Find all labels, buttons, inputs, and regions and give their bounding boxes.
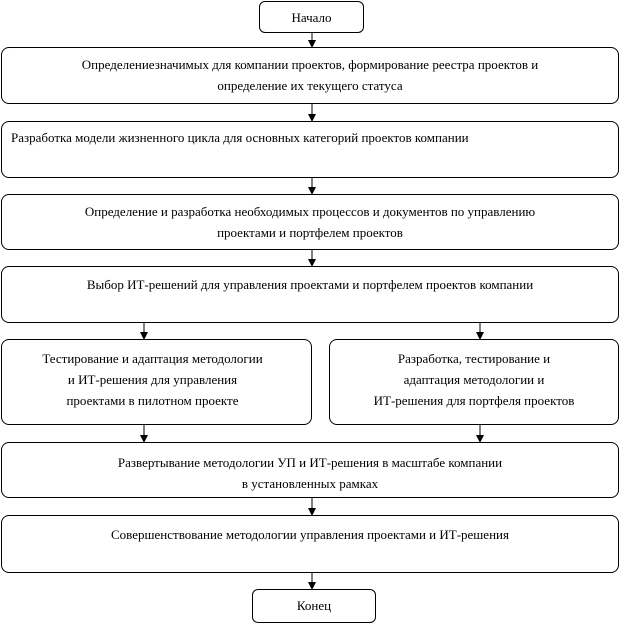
end-node: Конец (252, 589, 376, 623)
start-node: Начало (259, 1, 364, 33)
step-processes-documents: Определение и разработка необходимых процессов и документов по управлению проектами и портфелем проектов (1, 194, 619, 250)
step-deployment: Развертывание методологии УП и ИТ-решения в масштабе компании в установленных рамках (1, 442, 619, 498)
step-portfolio-development: Разработка, тестирование и адаптация методологии и ИТ-решения для портфеля проектов (329, 339, 619, 425)
step-lifecycle-model: Разработка модели жизненного цикла для основных категорий проектов компании (1, 121, 619, 178)
step-pilot-testing: Тестирование и адаптация методологии и ИТ-решения для управления проектами в пилотном проекте (1, 339, 312, 425)
step-identify-projects: Определениезначимых для компании проектов, формирование реестра проектов и определение их текущего статуса (1, 47, 619, 104)
step-select-it-solutions: Выбор ИТ-решений для управления проектами и портфелем проектов компании (1, 266, 619, 323)
step-improvement: Совершенствование методологии управления проектами и ИТ-решения (1, 515, 619, 573)
